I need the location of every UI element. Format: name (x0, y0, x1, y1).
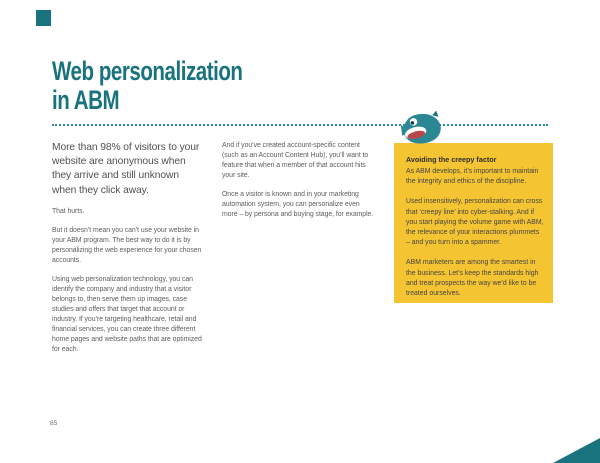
dotted-divider (52, 124, 548, 126)
lead-paragraph: More than 98% of visitors to your website are anonymous when they arrive and still unknown when they click away. (52, 142, 200, 196)
text-column-1 (52, 141, 205, 364)
col2-paragraph-1: And if you’ve created account-specific content (such as an Account Content Hub), you’ll want to feature that when a member of that account hits your site. (222, 142, 369, 179)
col2-paragraph-2: Once a visitor is known and in your marketing automation system, you can personalize even more – by persona and buying stage, for example. (222, 191, 374, 218)
page-title-line2: in ABM (52, 85, 120, 115)
text-column-2 (222, 141, 375, 229)
page-title-line1: Web personalization (52, 56, 243, 86)
callout-box-creepy-factor (394, 143, 553, 303)
page-title (52, 57, 242, 115)
col1-paragraph-2: But it doesn’t mean you can’t use your website in your ABM program. The best way to do it is by personalizing the web experience for your chosen accounts. (52, 226, 202, 264)
callout-heading: Avoiding the creepy factor (406, 155, 497, 164)
col1-paragraph-3: Using web personalization technology, you can identify the company and industry that a visitor belongs to, then serve them up images, case studies and offers that target that account or industry. If you’re targeting healthcare, retail and financial services, you can create three different home pages and website paths that are optimized for each. (52, 275, 202, 353)
page-number: 85 (50, 420, 58, 427)
callout-paragraph-3: ABM marketers are among the smartest in the business. Let’s keep the standards high and treat prospects the way we’d like to be treated ourselves. (406, 259, 539, 298)
callout-paragraph-2: Used insensitively, personalization can cross that ‘creepy line’ into cyber-stalking. And if you start playing the volume game with ABM, the relevance of your interactions plummets – and you turn into a spammer. (406, 198, 544, 247)
corner-accent-top-left (36, 10, 51, 26)
col1-paragraph-1: That hurts. (52, 207, 85, 215)
whale-mascot-icon (398, 109, 445, 147)
corner-accent-bottom-right (553, 438, 600, 463)
callout-paragraph-1: As ABM develops, it’s important to maintain the integrity and ethics of the discipline. (406, 168, 539, 186)
